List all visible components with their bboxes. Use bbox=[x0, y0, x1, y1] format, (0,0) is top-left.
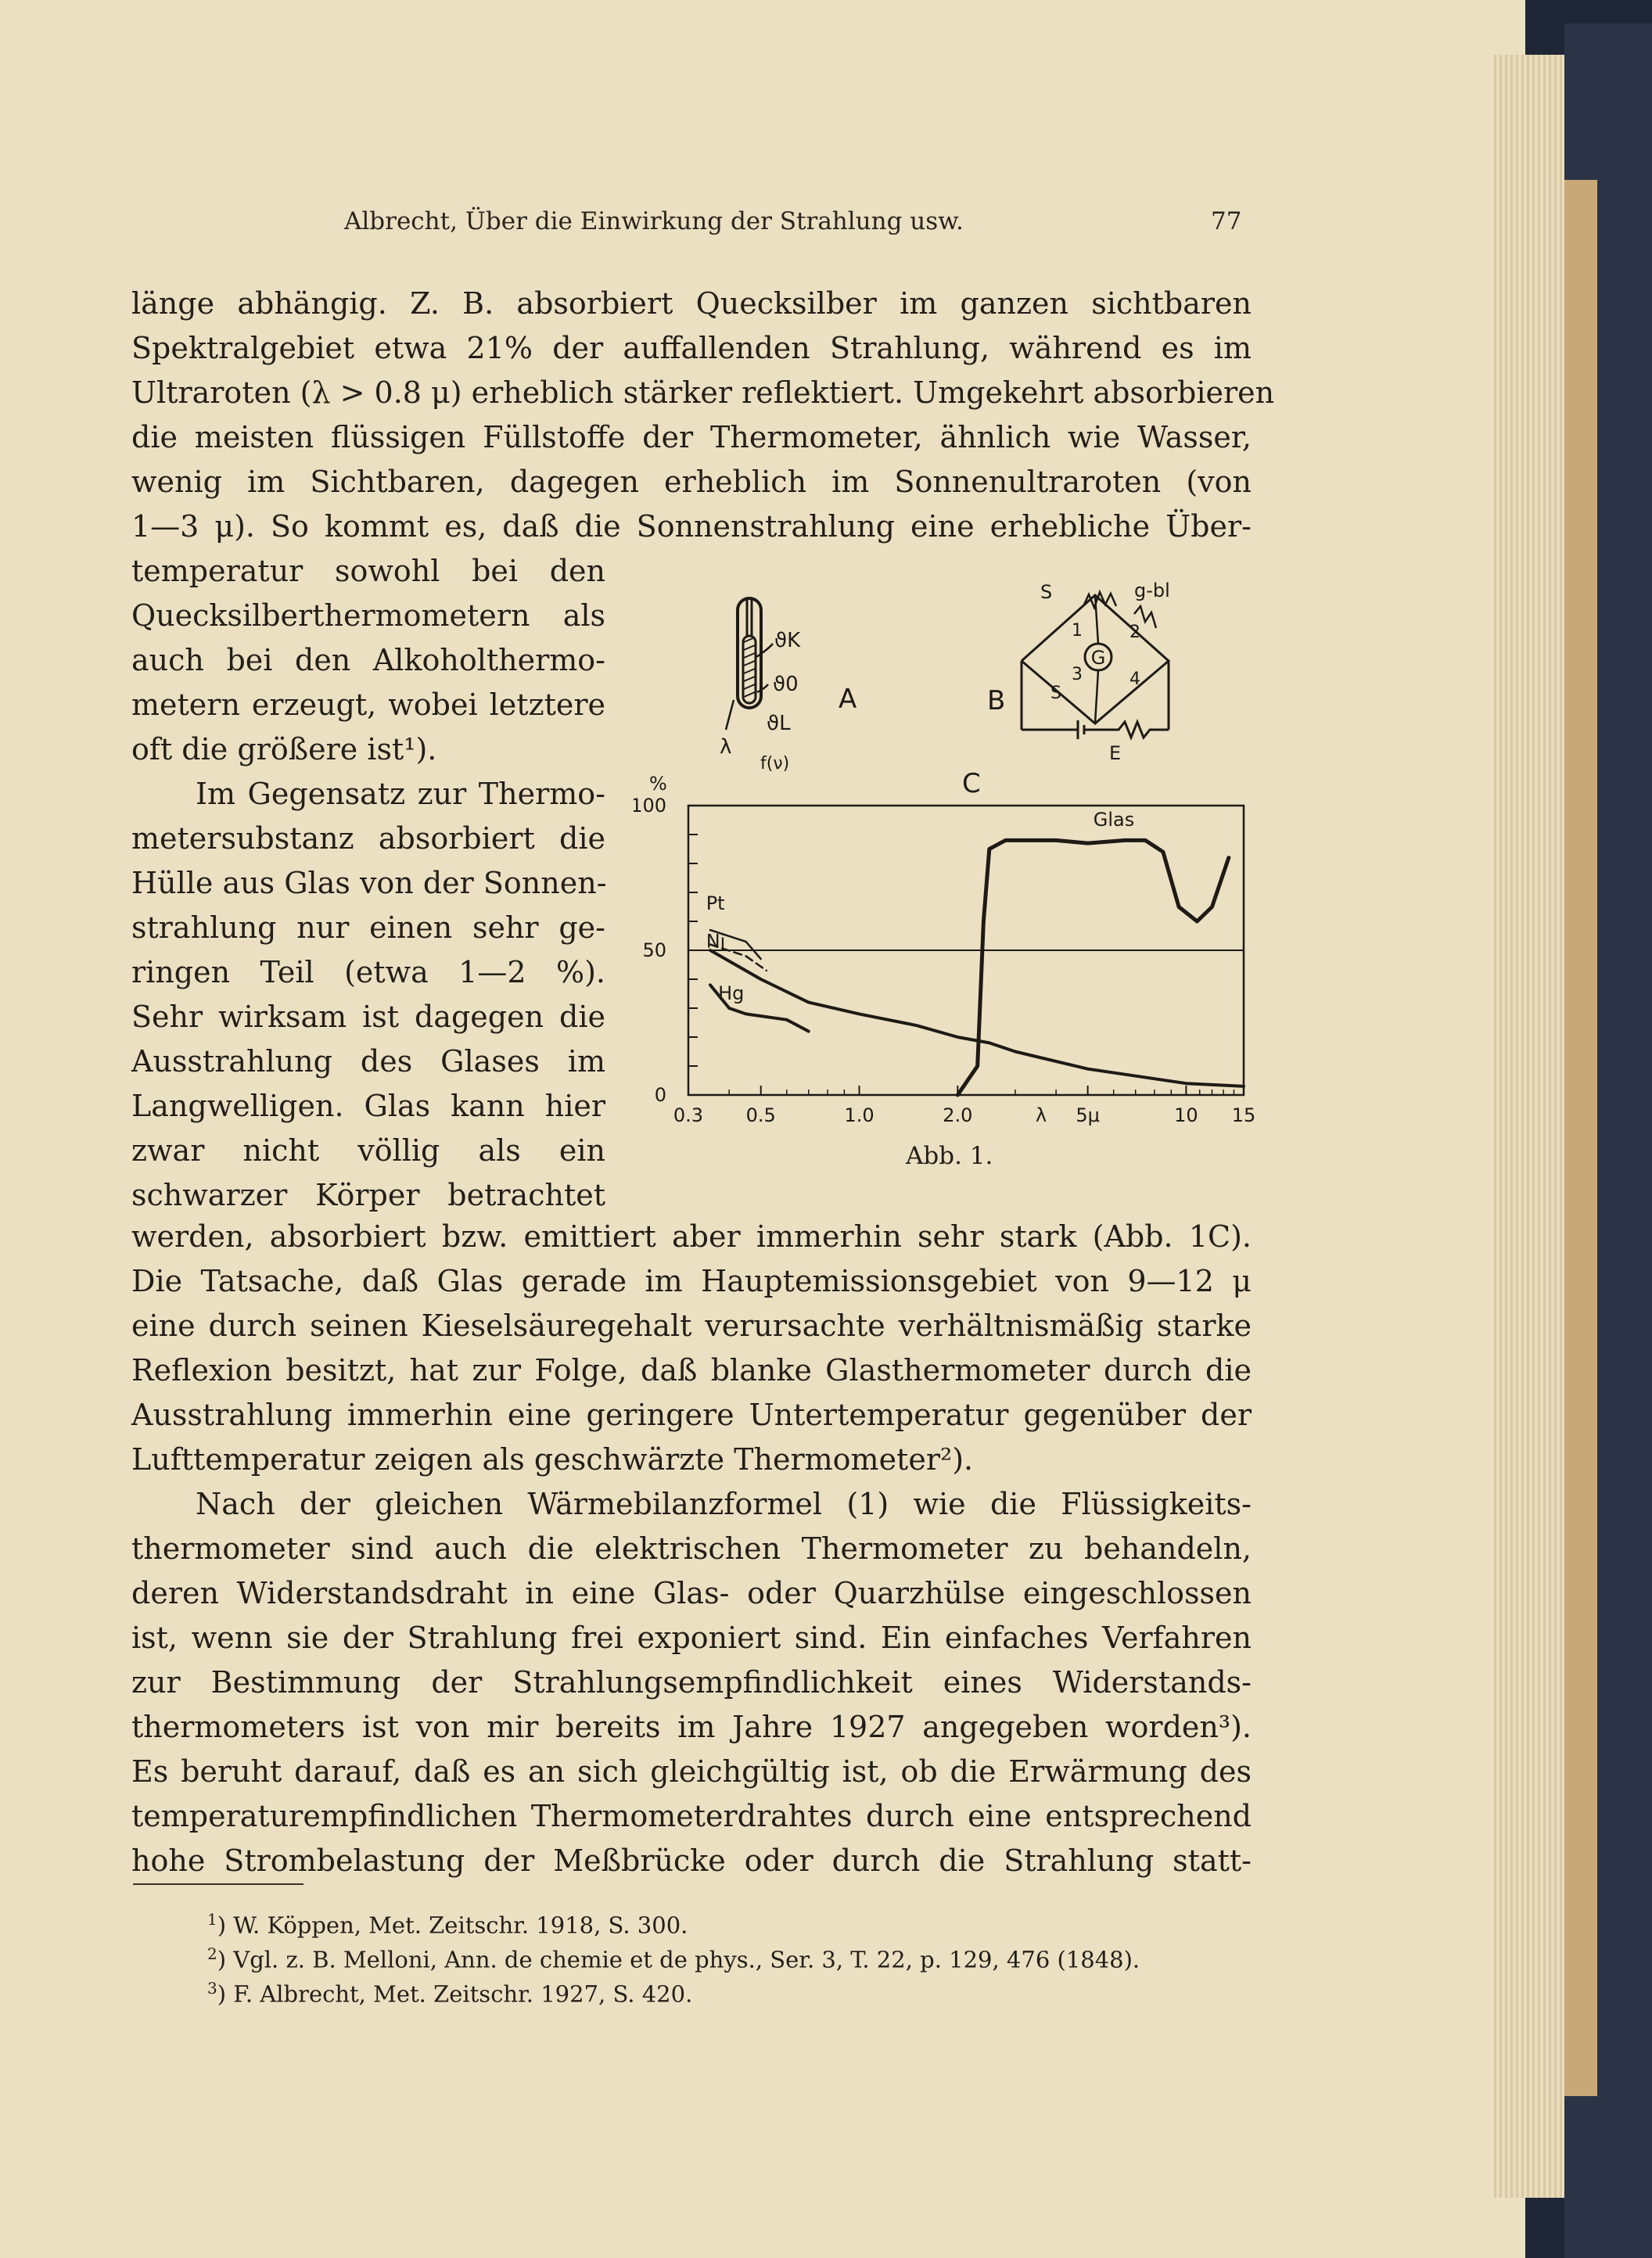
text-line: thermometer sind auch die elektrischen Thermometer zu behandeln, bbox=[131, 1531, 1252, 1566]
text-line: wenig im Sichtbaren, dagegen erheblich im Sonnenultraroten (von bbox=[131, 465, 1252, 499]
series-label-ni: Ni bbox=[706, 930, 726, 953]
label-theta-k: ϑK bbox=[774, 629, 801, 652]
label-e: E bbox=[1109, 742, 1122, 764]
series-label-pt: Pt bbox=[706, 892, 725, 915]
series-label-hg: Hg bbox=[718, 982, 745, 1004]
text-line: thermometers ist von mir bereits im Jahre 1927 angegeben worden³). bbox=[131, 1710, 1252, 1744]
text-line: deren Widerstandsdraht in eine Glas- oder Quarzhülse eingeschlossen bbox=[131, 1576, 1252, 1610]
series-line-glas bbox=[957, 840, 1229, 1095]
leader-thetaK bbox=[756, 644, 773, 657]
y-tick-label: 50 bbox=[642, 939, 666, 961]
text-line: 1—3 μ). So kommt es, daß die Sonnenstrahlung eine erhebliche Über- bbox=[131, 509, 1252, 544]
text-line: temperatur sowohl bei den bbox=[131, 554, 605, 588]
text-line: hohe Strombelastung der Meßbrücke oder durch die Strahlung statt- bbox=[131, 1843, 1252, 1878]
series-label-glas: Glas bbox=[1093, 808, 1135, 831]
bulb-hatching bbox=[744, 669, 755, 673]
text-line: Reflexion besitzt, hat zur Folge, daß blanke Glasthermometer durch die bbox=[131, 1353, 1252, 1387]
bulb-hatching bbox=[744, 677, 755, 681]
text-line: strahlung nur einen sehr ge- bbox=[131, 910, 605, 945]
figure-graphic bbox=[634, 575, 1259, 1154]
text-line: zwar nicht völlig als ein bbox=[131, 1133, 605, 1168]
text-line: metern erzeugt, wobei letztere bbox=[131, 687, 605, 722]
text-line: die meisten flüssigen Füllstoffe der Thermometer, ähnlich wie Wasser, bbox=[131, 420, 1252, 454]
label-arm-4: 4 bbox=[1129, 670, 1140, 689]
label-s-top: S bbox=[1040, 581, 1053, 603]
panel-b-letter: B bbox=[987, 685, 1006, 716]
text-line: Nach der gleichen Wärmebilanzformel (1) wie die Flüssigkeits- bbox=[196, 1487, 1252, 1521]
x-tick-label: 1.0 bbox=[844, 1104, 874, 1126]
footnote-1: $^1$) W. Köppen, Met. Zeitschr. 1918, S. 300. bbox=[207, 1910, 688, 1939]
bridge-g-to-bottom bbox=[1095, 670, 1098, 723]
x-tick-label: 0.5 bbox=[745, 1104, 776, 1126]
text-line: ist, wenn sie der Strahlung frei exponiert sind. Ein einfaches Verfahren bbox=[131, 1621, 1252, 1655]
text-line: Spektralgebiet etwa 21% der auffallenden Strahlung, während es im bbox=[131, 331, 1252, 365]
text-line: Sehr wirksam ist dagegen die bbox=[131, 1000, 605, 1034]
bulb-hatching bbox=[744, 661, 755, 666]
x-tick-label: 15 bbox=[1231, 1104, 1256, 1126]
text-line: Lufttemperatur zeigen als geschwärzte Thermometer²). bbox=[131, 1442, 974, 1477]
x-axis-label: λ bbox=[1035, 1104, 1047, 1126]
text-line: Die Tatsache, daß Glas gerade im Hauptemissionsgebiet von 9—12 μ bbox=[131, 1264, 1252, 1298]
footnote-2: $^2$) Vgl. z. B. Melloni, Ann. de chemie et de phys., Ser. 3, T. 22, p. 129, 476 (1848). bbox=[207, 1944, 1140, 1973]
text-line: Ultraroten (λ > 0.8 μ) erheblich stärker reflektiert. Umgekehrt absorbieren bbox=[131, 375, 1275, 410]
label-arm-3: 3 bbox=[1072, 665, 1083, 684]
figure-abb-1 bbox=[634, 575, 1259, 1185]
panel-a-letter: A bbox=[839, 684, 857, 715]
text-line: Hülle aus Glas von der Sonnen- bbox=[131, 866, 607, 900]
text-line: auch bei den Alkoholthermo- bbox=[131, 643, 605, 677]
bulb-hatching bbox=[744, 645, 755, 650]
text-line: ringen Teil (etwa 1—2 %). bbox=[131, 955, 605, 989]
text-line: temperaturempfindlichen Thermometerdrahtes durch eine entsprechend bbox=[131, 1799, 1252, 1833]
text-line: werden, absorbiert bzw. emittiert aber immerhin sehr stark (Abb. 1C). bbox=[131, 1219, 1252, 1254]
footnote-3: $^3$) F. Albrecht, Met. Zeitschr. 1927, S. 420. bbox=[207, 1979, 693, 2008]
text-line: metersubstanz absorbiert die bbox=[131, 821, 605, 856]
text-line: länge abhängig. Z. B. absorbiert Quecksilber im ganzen sichtbaren bbox=[131, 286, 1252, 321]
x-tick-label: 0.3 bbox=[673, 1104, 704, 1126]
text-line: zur Bestimmung der Strahlungsempfindlichkeit eines Widerstands- bbox=[131, 1665, 1252, 1700]
text-line: eine durch seinen Kieselsäuregehalt verursachte verhältnismäßig starke bbox=[131, 1308, 1252, 1343]
y-axis-label: % bbox=[649, 773, 667, 795]
text-line: Quecksilberthermometern als bbox=[131, 598, 605, 633]
label-galvanometer: G bbox=[1090, 647, 1106, 669]
bulb-hatching bbox=[744, 684, 755, 689]
text-line: Ausstrahlung des Glases im bbox=[131, 1044, 605, 1079]
x-tick-label: 5μ bbox=[1076, 1104, 1100, 1126]
text-line: Es beruht darauf, daß es an sich gleichgültig ist, ob die Erwärmung des bbox=[131, 1754, 1252, 1789]
lambda-arrow bbox=[726, 700, 734, 730]
footnote-rule bbox=[133, 1883, 303, 1885]
page-number: 77 bbox=[1211, 207, 1242, 235]
label-lambda: λ bbox=[720, 735, 732, 759]
label-theta-0: ϑ0 bbox=[773, 673, 799, 696]
x-tick-label: 10 bbox=[1174, 1104, 1198, 1126]
y-tick-label: 0 bbox=[654, 1084, 666, 1106]
label-arm-1: 1 bbox=[1072, 621, 1083, 641]
battery-resistor bbox=[1084, 722, 1169, 738]
text-line: Ausstrahlung immerhin eine geringere Untertemperatur gegenüber der bbox=[131, 1398, 1252, 1432]
running-title: Albrecht, Über die Einwirkung der Strahlung usw. bbox=[344, 207, 964, 235]
x-tick-label: 2.0 bbox=[943, 1104, 973, 1126]
label-g-bl: g-bl bbox=[1134, 580, 1170, 601]
label-theta-l: ϑL bbox=[767, 712, 791, 735]
y-tick-label: 100 bbox=[634, 795, 666, 817]
figure-caption: Abb. 1. bbox=[906, 1142, 993, 1170]
text-line: Im Gegensatz zur Thermo- bbox=[196, 777, 605, 811]
text-line: Langwelligen. Glas kann hier bbox=[131, 1089, 605, 1123]
chart-title-c: C bbox=[962, 768, 981, 799]
page-edges bbox=[1494, 55, 1564, 2198]
label-s-bottom: S bbox=[1050, 684, 1061, 703]
bulb-hatching bbox=[744, 692, 755, 697]
bulb-hatching bbox=[744, 653, 755, 658]
text-line: oft die größere ist¹). bbox=[131, 732, 437, 766]
label-f-nu: f(ν) bbox=[760, 754, 790, 774]
label-arm-2: 2 bbox=[1129, 623, 1140, 642]
text-line: schwarzer Körper betrachtet bbox=[131, 1178, 605, 1212]
